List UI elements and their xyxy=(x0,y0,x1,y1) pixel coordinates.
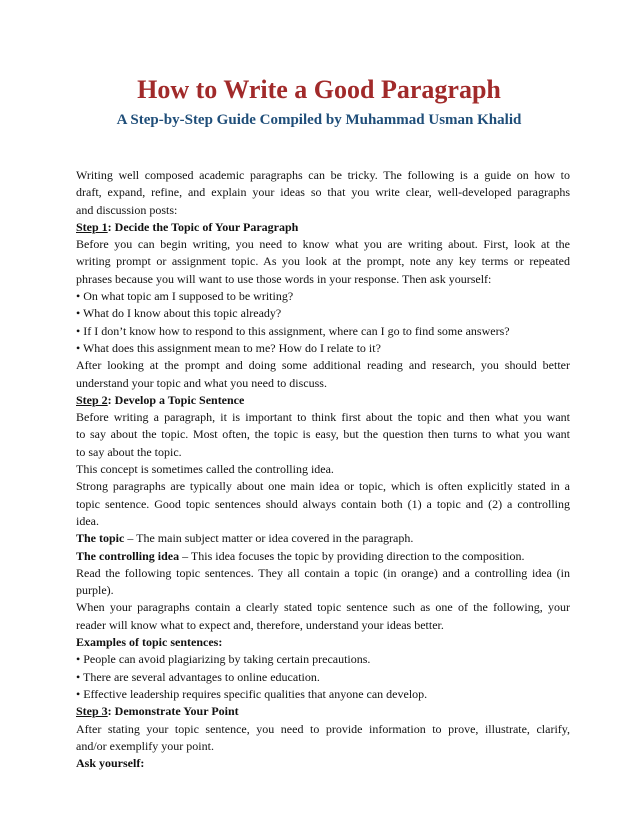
step2-text-line: This concept is sometimes called the controlling idea. xyxy=(76,462,334,477)
step1-text-line: writing prompt or assignment topic. As you look at the prompt, note any key terms or repeated xyxy=(76,254,570,269)
ask-yourself-text: Ask yourself: xyxy=(76,756,145,771)
step1-bullet: • If I don’t know how to respond to this assignment, where can I go to find some answers? xyxy=(76,323,510,338)
step2-label: Step 2 xyxy=(76,392,108,407)
topic-definition-text: – The main subject matter or idea covered in the paragraph. xyxy=(124,531,414,546)
step3-label: Step 3 xyxy=(76,704,108,719)
document-body xyxy=(76,167,570,772)
step3-text-line: After stating your topic sentence, you need to provide information to prove, illustrate, clarify, xyxy=(76,721,570,736)
step1-title: : Decide the Topic of Your Paragraph xyxy=(107,219,299,234)
example-bullet: • Effective leadership requires specific qualities that anyone can develop. xyxy=(76,686,428,701)
step1-text-line: After looking at the prompt and doing some additional reading and research, you should better xyxy=(76,358,570,373)
step2-text-line: When your paragraphs contain a clearly stated topic sentence such as one of the following, your xyxy=(76,600,570,615)
step2-text-line: to say about the topic. xyxy=(76,444,182,459)
example-bullet: • People can avoid plagiarizing by taking certain precautions. xyxy=(76,652,371,667)
controlling-idea-definition xyxy=(76,548,570,565)
step2-text-line: Strong paragraphs are typically about one main idea or topic, which is often explicitly stated in a xyxy=(76,479,570,494)
step2-text-line: reader will know what to expect and, therefore, understand your ideas better. xyxy=(76,617,444,632)
controlling-idea-term: The controlling idea xyxy=(76,548,180,563)
step2-text-line: purple). xyxy=(76,583,114,598)
step1-text-line: Before you can begin writing, you need to know what you are writing about. First, look at the xyxy=(76,237,570,252)
step1-label: Step 1 xyxy=(76,219,108,234)
step1-bullet: • What does this assignment mean to me? How do I relate to it? xyxy=(76,340,381,355)
step2-heading xyxy=(76,392,570,409)
document-title: How to Write a Good Paragraph xyxy=(137,75,501,104)
step3-heading xyxy=(76,703,570,720)
step1-bullet: • What do I know about this topic already? xyxy=(76,306,282,321)
document-subtitle: A Step-by-Step Guide Compiled by Muhammad Usman Khalid xyxy=(116,112,522,128)
step2-text-line: topic sentence. Good topic sentences should always contain both (1) a topic and (2) a controlling xyxy=(76,496,570,511)
step2-text-line: idea. xyxy=(76,513,99,528)
example-bullet: • There are several advantages to online education. xyxy=(76,669,320,684)
intro-line: and discussion posts: xyxy=(76,202,178,217)
step2-text-line: to say about the topic. Most often, the topic is easy, but the question then turns to what you want xyxy=(76,427,570,442)
controlling-idea-definition-text: – This idea focuses the topic by providing direction to the composition. xyxy=(179,548,525,563)
step1-heading xyxy=(76,219,570,236)
examples-heading-text: Examples of topic sentences: xyxy=(76,635,223,650)
step1-text-line: understand your topic and what you need to discuss. xyxy=(76,375,327,390)
step2-text-line: Read the following topic sentences. They all contain a topic (in orange) and a controlling idea (in xyxy=(76,565,570,580)
step2-title: : Develop a Topic Sentence xyxy=(107,392,245,407)
intro-line: draft, expand, refine, and explain your ideas so that you write clear, well-developed paragraphs xyxy=(76,185,570,200)
ask-yourself-heading xyxy=(76,755,570,772)
step1-text-line: phrases because you will want to use those words in your response. Then ask yourself: xyxy=(76,271,492,286)
step3-title: : Demonstrate Your Point xyxy=(107,704,239,719)
topic-term: The topic xyxy=(76,531,125,546)
step1-bullet: • On what topic am I supposed to be writing? xyxy=(76,289,294,304)
step2-text-line: Before writing a paragraph, it is important to think first about the topic and then what you want xyxy=(76,410,570,425)
intro-line: Writing well composed academic paragraphs can be tricky. The following is a guide on how to xyxy=(76,168,570,182)
topic-definition xyxy=(76,530,570,547)
step3-text-line: and/or exemplify your point. xyxy=(76,738,214,753)
examples-heading xyxy=(76,634,570,651)
